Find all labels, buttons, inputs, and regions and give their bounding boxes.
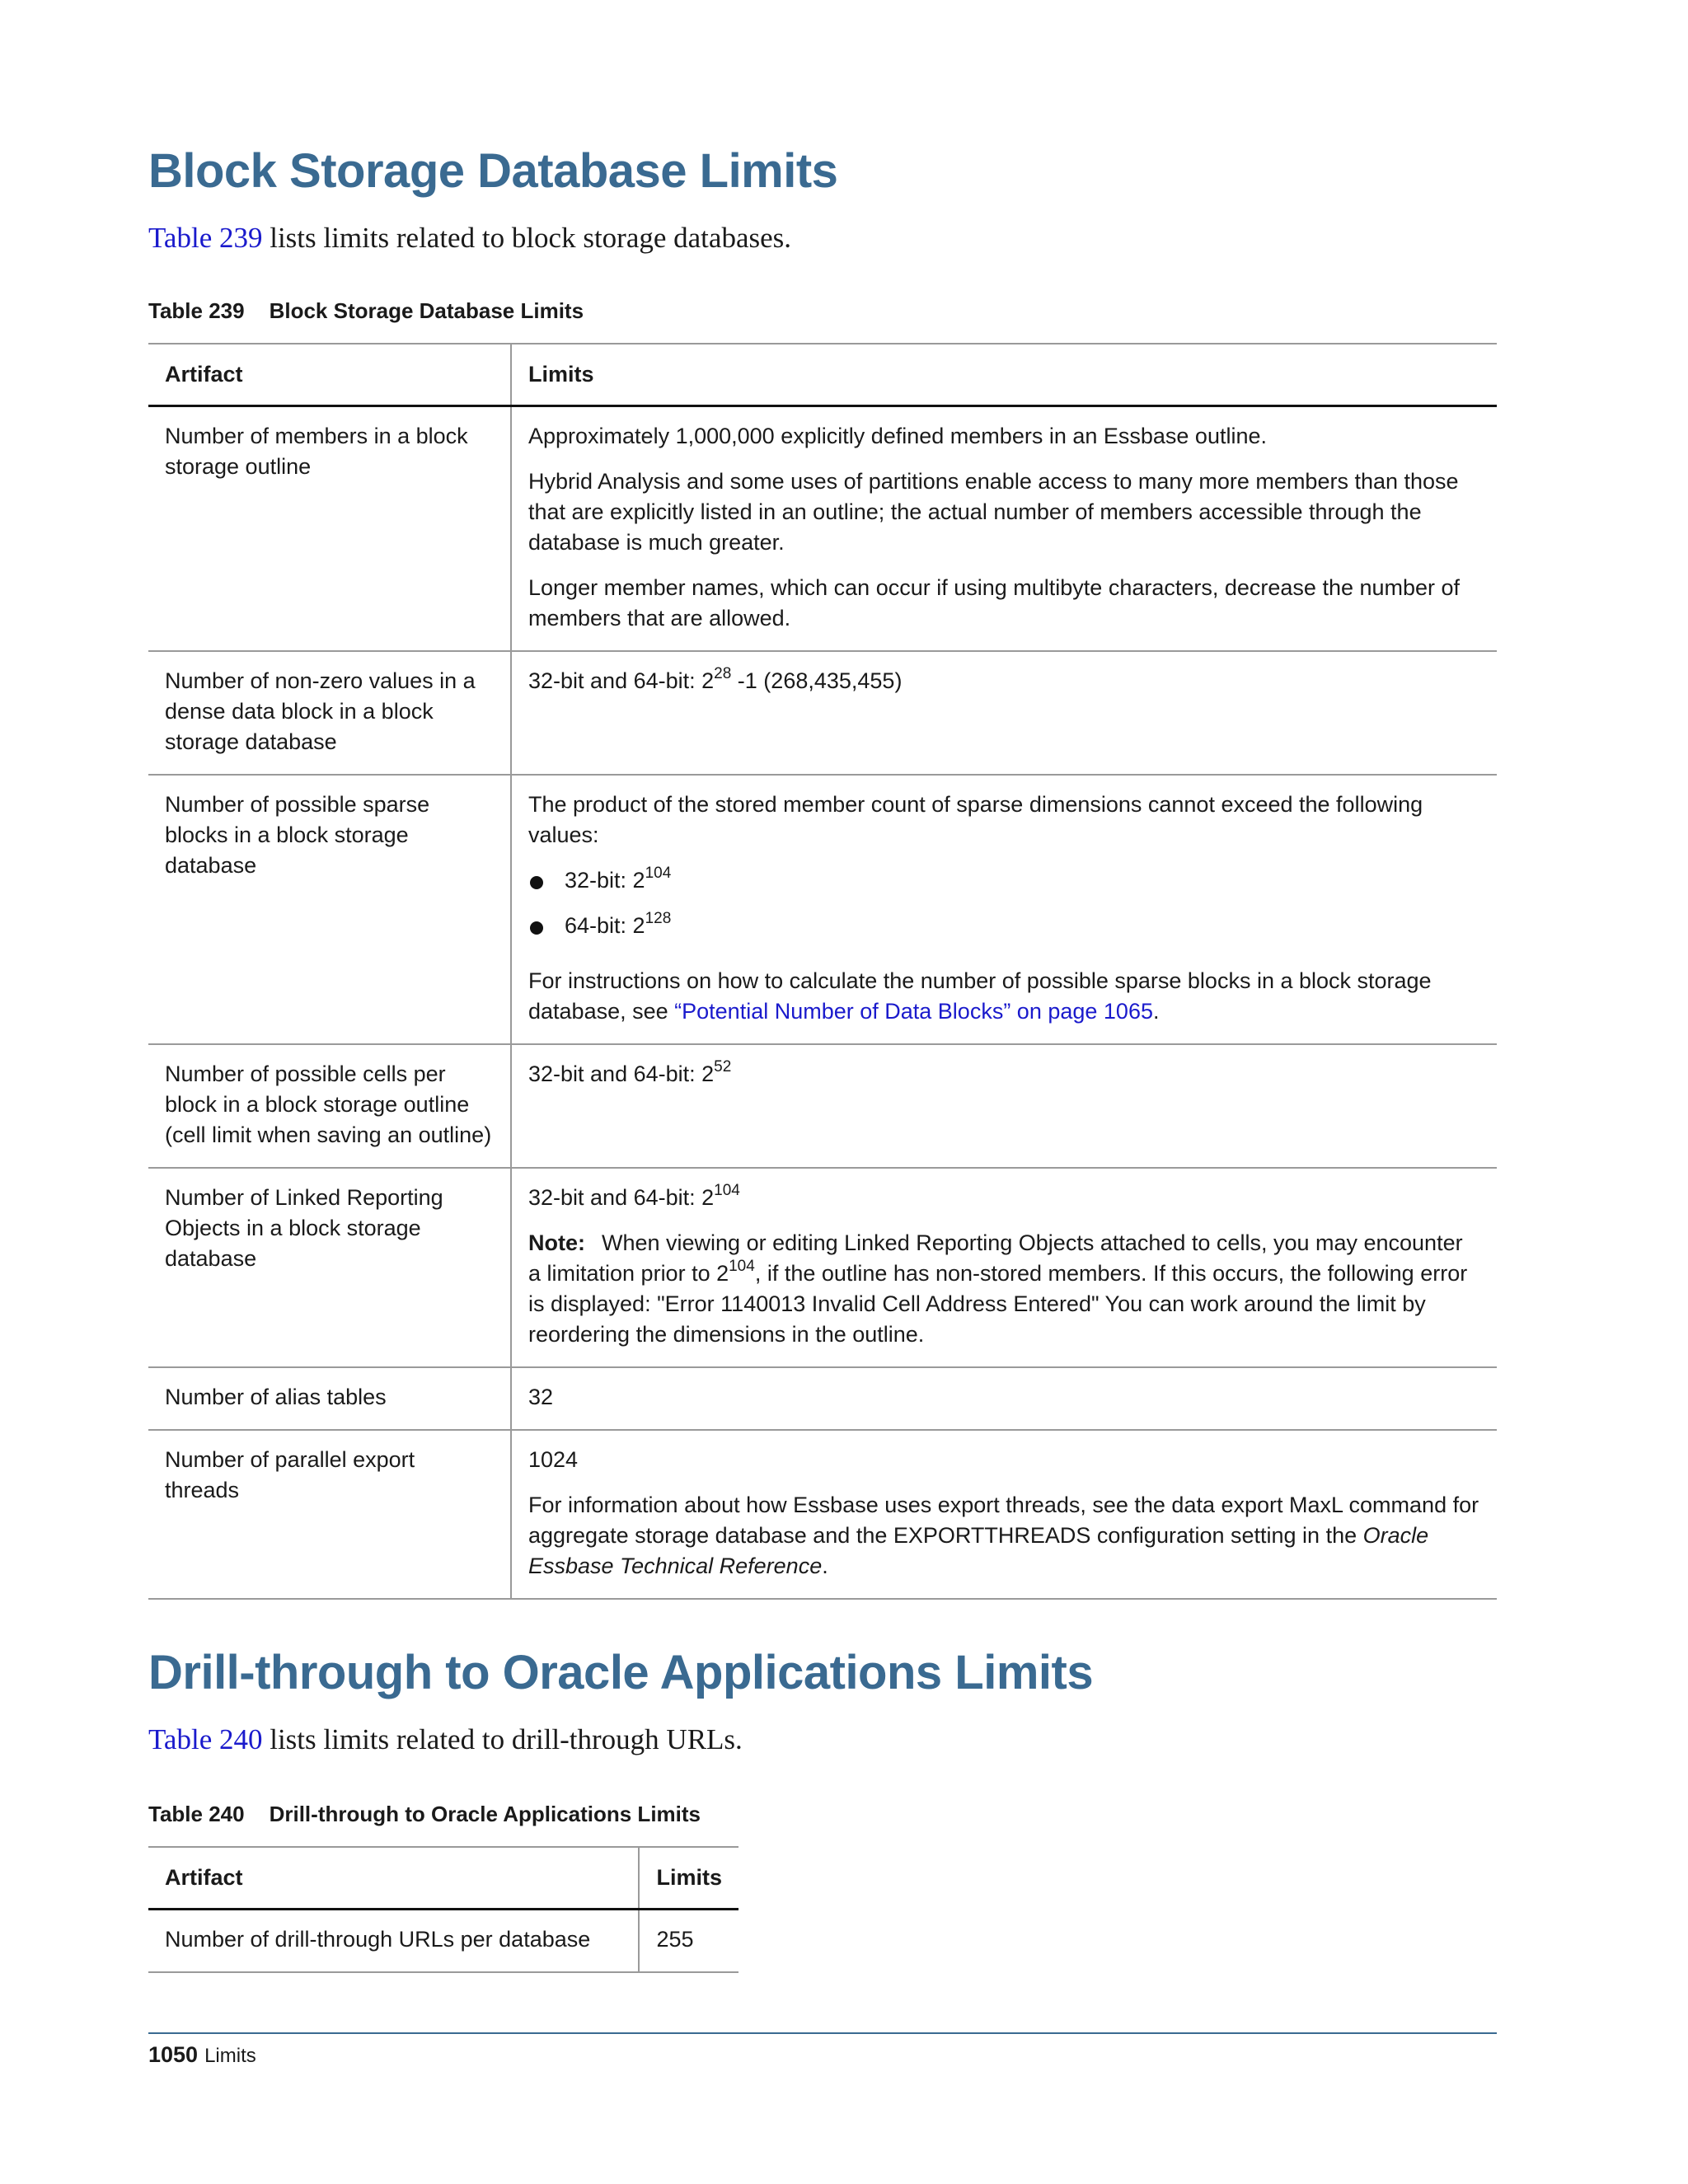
caption-label: Table 239: [148, 298, 245, 323]
artifact-cell: Number of members in a block storage outline: [148, 406, 511, 652]
table-row: [148, 1044, 1497, 1168]
table-row: [148, 775, 1497, 1044]
potential-data-blocks-link[interactable]: “Potential Number of Data Blocks” on page 1065: [674, 999, 1153, 1024]
header-limits: Limits: [511, 344, 1497, 406]
table-header-row: [148, 344, 1497, 406]
header-artifact: Artifact: [148, 1847, 639, 1910]
limits-cell: The product of the stored member count of sparse dimensions cannot exceed the following values: 32-bit: $2^{104}$ 64-bit: $2^{128}$ For instructions on how to calculate the number of possible sparse blocks in a block storage database, see “Potential Number of Data Blocks” on page 1065.: [511, 775, 1497, 1044]
artifact-cell: Number of non-zero values in a dense data block in a block storage database: [148, 651, 511, 775]
table-239: [148, 343, 1497, 1600]
footer-label: Limits: [204, 2045, 256, 2067]
artifact-cell: Number of Linked Reporting Objects in a block storage database: [148, 1168, 511, 1367]
table-240: [148, 1846, 738, 1973]
artifact-cell: Number of parallel export threads: [148, 1430, 511, 1599]
table-row: [148, 406, 1497, 652]
table-239-link[interactable]: Table 239: [148, 222, 263, 254]
section-heading-block-storage: Block Storage Database Limits: [148, 144, 838, 198]
bullet-list: [528, 865, 1480, 941]
limits-cell: Approximately 1,000,000 explicitly defined members in an Essbase outline. Hybrid Analysis and some uses of partitions enable access to many more members than those that are explicitly listed in an outline; the actual number of members accessible through the database is much greater. Longer member names, which can occur if using multibyte characters, decrease the number of members that are allowed.: [511, 406, 1497, 652]
bullet-icon: [530, 921, 543, 935]
header-limits: Limits: [639, 1847, 738, 1910]
limits-cell: 1024 For information about how Essbase uses export threads, see the data export MaxL command for aggregate storage database and the EXPORTTHREADS configuration setting in the Oracle Essbase Technical Reference.: [511, 1430, 1497, 1599]
footer-divider: [148, 2032, 1497, 2034]
list-item: 64-bit: $2^{128}$: [528, 911, 1480, 941]
limits-cell: 32-bit and 64-bit: $2^{28}$ -1 (268,435,455): [511, 651, 1497, 775]
page-footer: [148, 2042, 256, 2068]
table-239-caption: [148, 298, 584, 324]
table-row: [148, 1367, 1497, 1430]
section-intro-drill-through: Table 240 lists limits related to drill-through URLs.: [148, 1723, 743, 1755]
section-heading-drill-through: Drill-through to Oracle Applications Limits: [148, 1646, 1094, 1699]
table-row: [148, 1910, 738, 1973]
note: Note: When viewing or editing Linked Reporting Objects attached to cells, you may encounter a limitation prior to $2^{104}$, if the outline has non-stored members. If this occurs, the following error is displayed: "Error 1140013 Invalid Cell Address Entered" You can work around the limit by reordering the dimensions in the outline.: [528, 1230, 1468, 1347]
list-item: 32-bit: $2^{104}$: [528, 865, 1480, 896]
table-row: [148, 651, 1497, 775]
artifact-cell: Number of possible sparse blocks in a block storage database: [148, 775, 511, 1044]
caption-title: Drill-through to Oracle Applications Limits: [269, 1802, 701, 1826]
section-intro-block-storage: Table 239 lists limits related to block storage databases.: [148, 222, 792, 254]
page-number: 1050: [148, 2042, 199, 2067]
artifact-cell: Number of alias tables: [148, 1367, 511, 1430]
table-240-caption: [148, 1802, 701, 1827]
bullet-icon: [530, 876, 543, 889]
table-row: [148, 1430, 1497, 1599]
caption-label: Table 240: [148, 1802, 245, 1826]
header-artifact: Artifact: [148, 344, 511, 406]
table-240-link[interactable]: Table 240: [148, 1723, 263, 1755]
artifact-cell: Number of drill-through URLs per database: [148, 1910, 639, 1973]
table-header-row: [148, 1847, 738, 1910]
caption-title: Block Storage Database Limits: [269, 298, 584, 323]
limits-cell: 32: [511, 1367, 1497, 1430]
limits-cell: 255: [639, 1910, 738, 1973]
limits-cell: 32-bit and 64-bit: $2^{52}$: [511, 1044, 1497, 1168]
table-row: [148, 1168, 1497, 1367]
limits-cell: 32-bit and 64-bit: $2^{104}$ Note: When viewing or editing Linked Reporting Objects attached to cells, you may encounter a limitation prior to $2^{104}$, if the outline has non-stored members. If this occurs, the following error is displayed: "Error 1140013 Invalid Cell Address Entered" You can work around the limit by reordering the dimensions in the outline.: [511, 1168, 1497, 1367]
artifact-cell: Number of possible cells per block in a block storage outline (cell limit when saving an outline): [148, 1044, 511, 1168]
